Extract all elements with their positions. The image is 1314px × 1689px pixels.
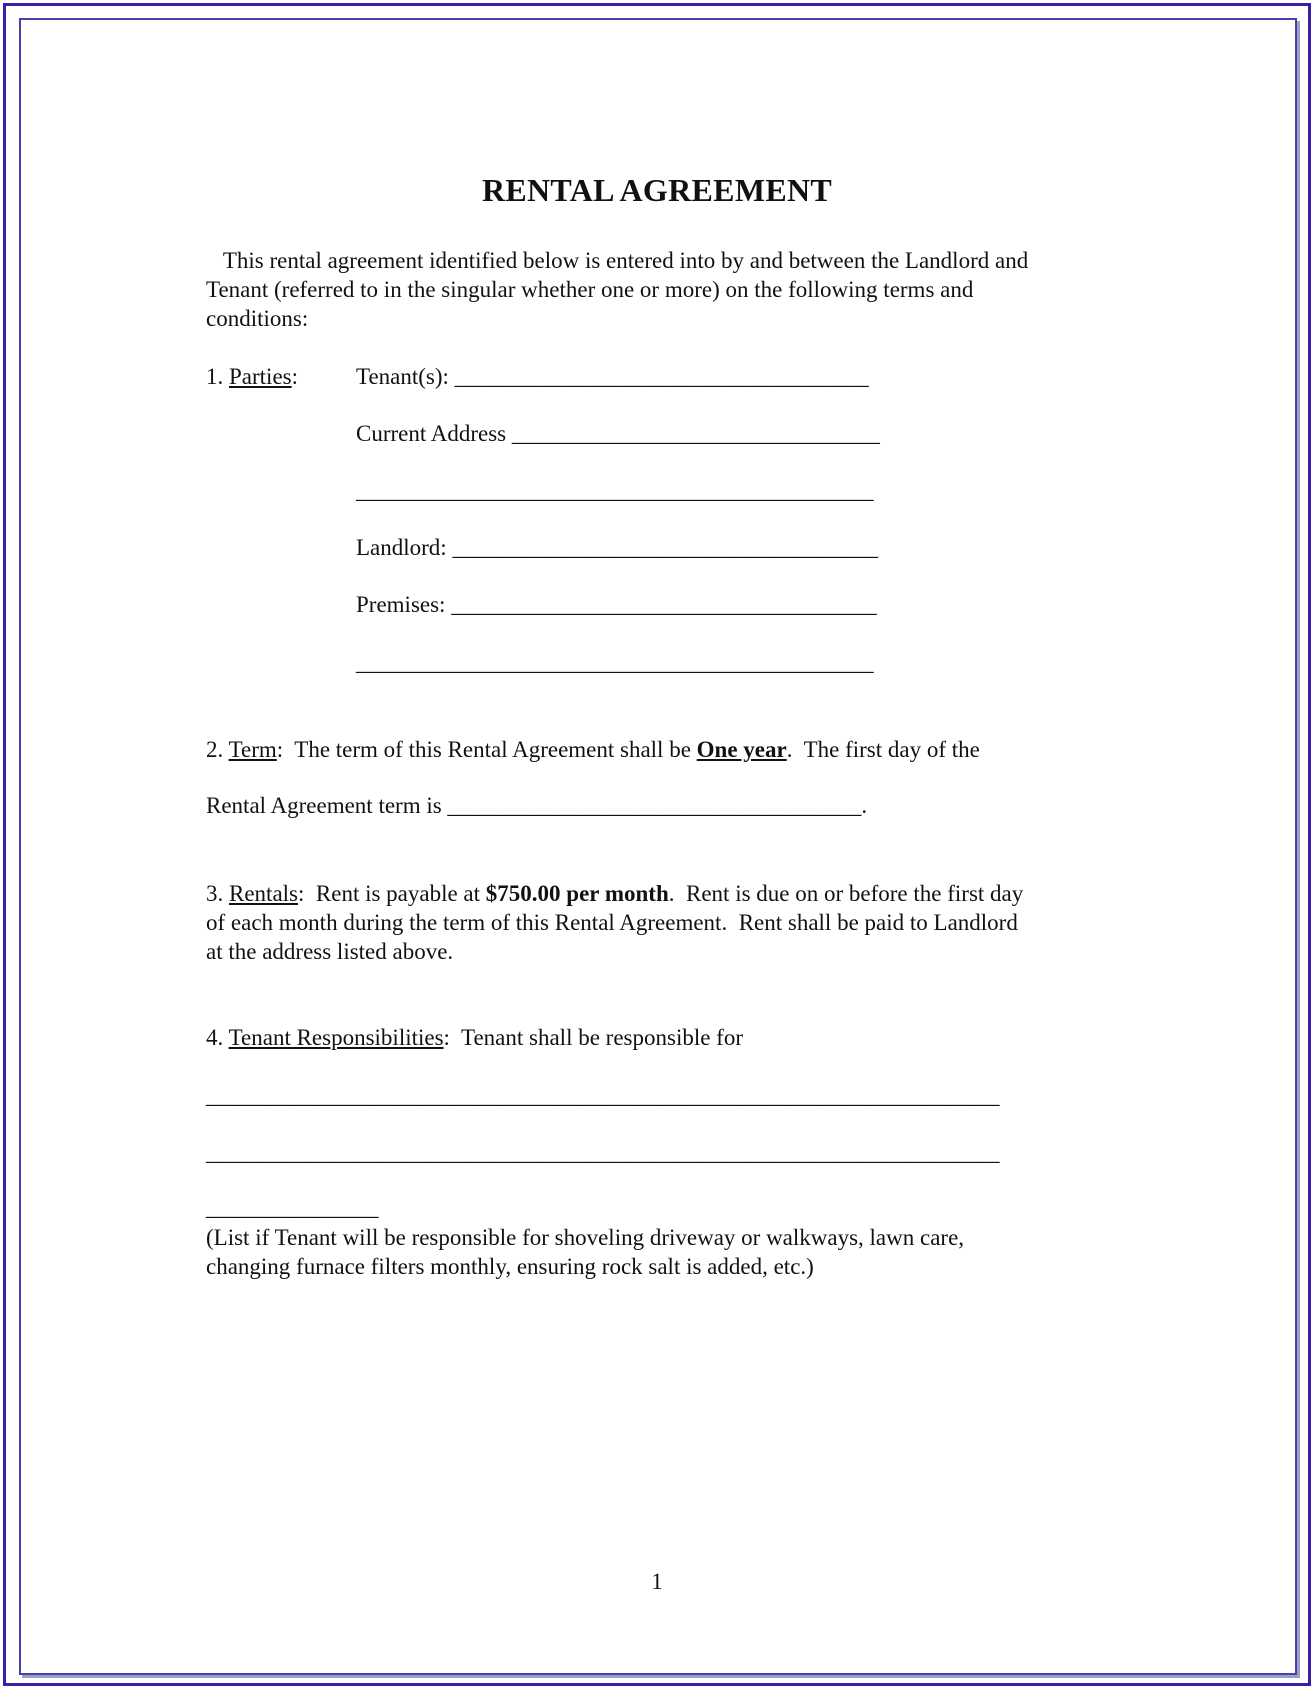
document-title: RENTAL AGREEMENT (481, 172, 833, 208)
landlord-field[interactable]: Landlord: _____________________________________ (356, 535, 878, 560)
rentals-line-3: at the address listed above. (206, 939, 454, 964)
section-parties-heading (206, 362, 298, 391)
term-label: Term (228, 737, 277, 762)
term-start-date-field[interactable]: Rental Agreement term is ____________________________________. (206, 793, 868, 818)
premises-line-2-field[interactable]: _____________________________________________ (356, 650, 874, 675)
rentals-text-after: . Rent is due on or before the first day (668, 881, 1024, 906)
responsibilities-note-2: changing furnace filters monthly, ensuring rock salt is added, etc.) (206, 1254, 814, 1279)
intro-line-2: Tenant (referred to in the singular whether one or more) on the following terms and (206, 277, 974, 302)
term-text-after: . The first day of the (786, 737, 980, 762)
responsibilities-blank-3[interactable]: _______________ (206, 1195, 379, 1220)
responsibilities-note-1: (List if Tenant will be responsible for shoveling driveway or walkways, lawn care, (206, 1225, 965, 1250)
section-term (206, 735, 980, 764)
parties-label: Parties (229, 364, 292, 389)
address-line-2-field[interactable]: _____________________________________________ (356, 478, 874, 503)
term-duration: One year (696, 737, 787, 762)
section-responsibilities (206, 1023, 743, 1052)
rentals-label: Rentals (229, 881, 298, 906)
term-text-before: : The term of this Rental Agreement shall be (276, 737, 697, 762)
rentals-line-2: of each month during the term of this Rental Agreement. Rent shall be paid to Landlord (206, 910, 1018, 935)
section-number: 1. (206, 364, 229, 389)
premises-field[interactable]: Premises: _____________________________________ (356, 592, 877, 617)
section-number: 3. (206, 881, 229, 906)
rent-amount: $750.00 per month (485, 881, 669, 906)
page-number: 1 (651, 1569, 663, 1594)
intro-line-1: This rental agreement identified below is entered into by and between the Landlord and (206, 248, 1029, 273)
section-rentals (206, 879, 1023, 908)
responsibilities-blank-1[interactable]: _____________________________________________________________________ (206, 1083, 1000, 1108)
responsibilities-text: : Tenant shall be responsible for (443, 1025, 743, 1050)
section-number: 2. (206, 737, 229, 762)
responsibilities-blank-2[interactable]: _____________________________________________________________________ (206, 1140, 1000, 1165)
intro-line-3: conditions: (206, 306, 309, 331)
parties-colon: : (291, 364, 298, 389)
rentals-text-before: : Rent is payable at (298, 881, 486, 906)
tenant-field[interactable]: Tenant(s): ____________________________________ (356, 364, 869, 389)
current-address-field[interactable]: Current Address ________________________________ (356, 421, 880, 446)
section-number: 4. (206, 1025, 229, 1050)
responsibilities-label: Tenant Responsibilities (228, 1025, 444, 1050)
